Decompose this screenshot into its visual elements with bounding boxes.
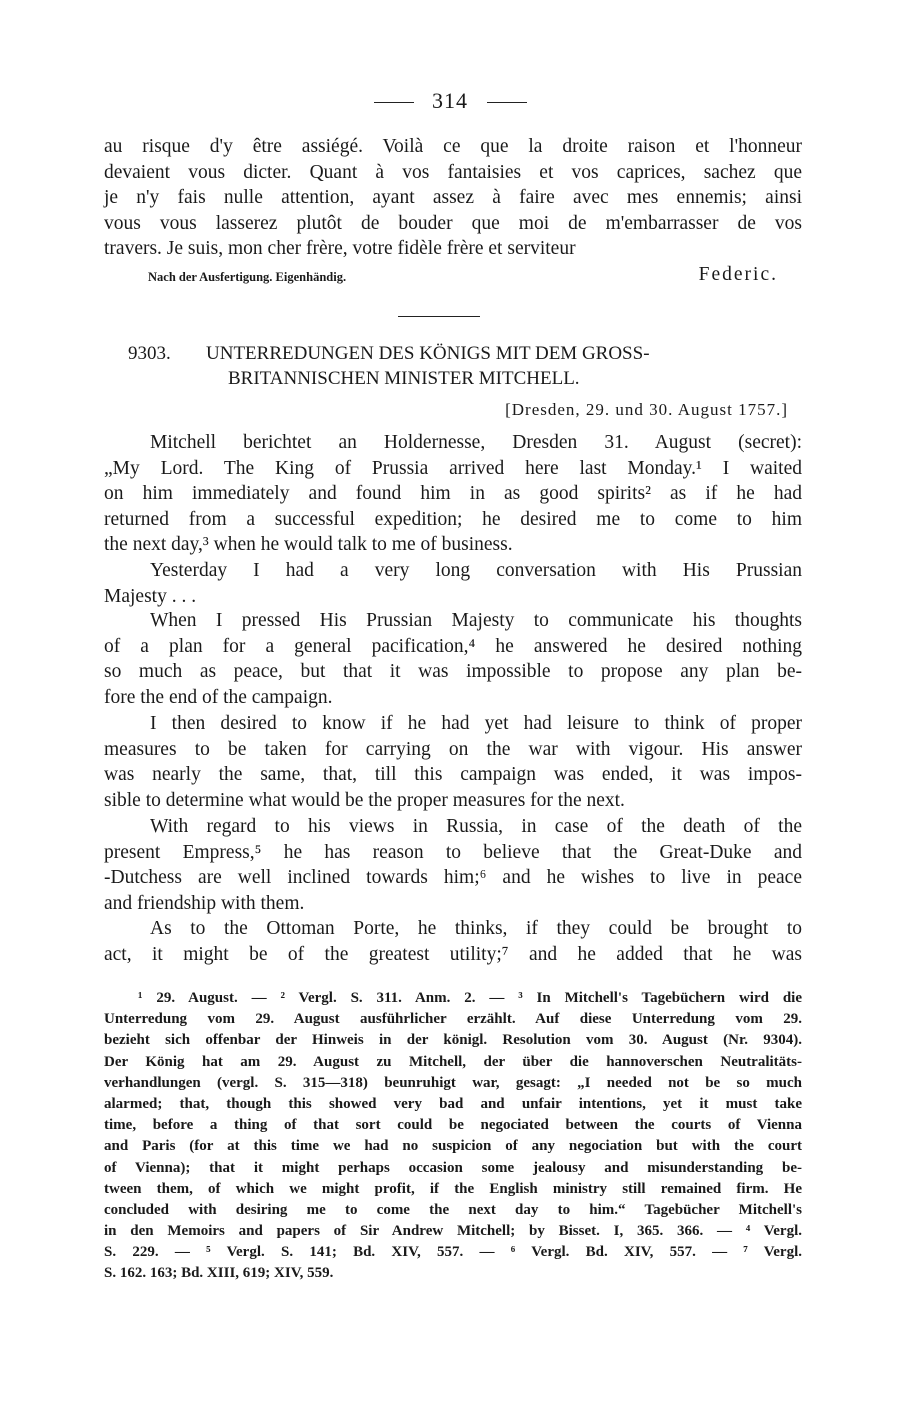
- section-divider: [398, 316, 480, 317]
- text-line: Majesty . . .: [104, 585, 197, 607]
- text-line: returned from a successful expedition; he desired me to come to him: [104, 508, 802, 530]
- text-line: so much as peace, but that it was impossible to propose any plan be-: [104, 661, 802, 683]
- header-dash-left: [374, 102, 414, 103]
- text-line: travers. Je suis, mon cher frère, votre fidèle frère et serviteur: [104, 238, 576, 260]
- footnote-line: S. 162. 163; Bd. XIII, 619; XIV, 559.: [104, 1265, 334, 1282]
- text-line: sible to determine what would be the proper measures for the next.: [104, 789, 625, 811]
- footnote-line: concluded with desiring me to come the next day to him.“ Tagebücher Mitchell's: [104, 1201, 802, 1218]
- text-line: of a plan for a general pacification,⁴ he answered he desired nothing: [104, 635, 802, 657]
- text-line: Yesterday I had a very long conversation with His Prussian: [150, 560, 802, 581]
- text-line: fore the end of the campaign.: [104, 686, 333, 708]
- signature: Federic.: [698, 264, 778, 285]
- text-line: devaient vous dicter. Quant à vos fantaisies et vos caprices, sachez que: [104, 161, 802, 183]
- page-number: 314: [432, 88, 468, 113]
- text-line: With regard to his views in Russia, in case of the death of the: [150, 816, 802, 837]
- document-date: [Dresden, 29. und 30. August 1757.]: [505, 400, 788, 419]
- footnote-line: in den Memoirs and papers of Sir Andrew Mitchell; by Bisset. I, 365. 366. — ⁴ Vergl.: [104, 1223, 802, 1240]
- document-number: 9303.: [128, 343, 171, 364]
- footnote-line: bezieht sich offenbar der Hinweis in der königl. Resolution vom 30. August (Nr. 9304).: [104, 1032, 802, 1049]
- body-paragraph-1: [104, 430, 802, 558]
- body-paragraph-5: [104, 814, 802, 916]
- source-note: Nach der Ausfertigung. Eigenhändig.: [148, 270, 347, 284]
- text-line: „My Lord. The King of Prussia arrived here last Monday.¹ I waited: [104, 457, 802, 479]
- footnote-line: and Paris (for at this time we had no suspicion of any negociation but with the court: [104, 1138, 802, 1155]
- text-line: au risque d'y être assiégé. Voilà ce que la droite raison et l'honneur: [104, 136, 802, 157]
- source-row: [148, 266, 778, 290]
- footnote-line: of Vienna); that it might perhaps occasion some jealousy and misunderstanding be-: [104, 1159, 802, 1176]
- body-paragraph-6: [104, 916, 802, 967]
- body-paragraph-4: [104, 711, 802, 813]
- footnotes: [104, 988, 802, 1285]
- footnote-line: tween them, of which we might profit, if the English ministry still remained firm. He: [104, 1180, 802, 1197]
- text-line: Mitchell berichtet an Holdernesse, Dresden 31. August (secret):: [150, 432, 802, 453]
- text-line: I then desired to know if he had yet had leisure to think of proper: [150, 713, 802, 734]
- page-header: [0, 88, 900, 114]
- footnote-line: time, before a thing of that sort could be negociated between the courts of Vienna: [104, 1117, 802, 1134]
- text-line: the next day,³ when he would talk to me of business.: [104, 534, 513, 556]
- text-line: act, it might be of the greatest utility;⁷ and he added that he was: [104, 943, 802, 965]
- text-line: measures to be taken for carrying on the war with vigour. His answer: [104, 738, 802, 760]
- body-paragraph-2: [104, 558, 802, 609]
- footnote-line: Der König hat am 29. August zu Mitchell, der über die hannoverschen Neutralitäts-: [104, 1053, 802, 1070]
- text-line: When I pressed His Prussian Majesty to communicate his thoughts: [150, 610, 802, 631]
- text-line: present Empress,⁵ he has reason to believe that the Great-Duke and: [104, 841, 802, 863]
- letter-ending: [104, 134, 802, 262]
- text-line: on him immediately and found him in as good spirits² as if he had: [104, 483, 802, 505]
- text-line: and friendship with them.: [104, 892, 305, 914]
- text-line: As to the Ottoman Porte, he thinks, if they could be brought to: [150, 918, 802, 939]
- text-line: je n'y fais nulle attention, ayant assez à faire avec mes ennemis; ainsi: [104, 187, 802, 209]
- header-dash-right: [487, 102, 527, 103]
- document-title-line2: BRITANNISCHEN MINISTER MITCHELL.: [228, 368, 580, 389]
- footnote-line: verhandlungen (vergl. S. 315—318) beunruhigt war, gesagt: „I needed not be so much: [104, 1074, 802, 1091]
- footnote-line: ¹ 29. August. — ² Vergl. S. 311. Anm. 2. — ³ In Mitchell's Tagebüchern wird die: [138, 990, 802, 1006]
- footnote-line: S. 229. — ⁵ Vergl. S. 141; Bd. XIV, 557. — ⁶ Vergl. Bd. XIV, 557. — ⁷ Vergl.: [104, 1244, 802, 1261]
- footnote-line: Unterredung vom 29. August ausführlicher erzählt. Auf diese Unterredung vom 29.: [104, 1011, 802, 1028]
- footnote-line: alarmed; that, though this showed very bad and unfair intentions, yet it must take: [104, 1095, 802, 1112]
- body-paragraph-3: [104, 608, 802, 710]
- text-line: vous vous lasserez plutôt de bouder que moi de m'embarrasser de vos: [104, 212, 802, 234]
- text-line: -Dutchess are well inclined towards him;⁶ and he wishes to live in peace: [104, 867, 802, 889]
- text-line: was nearly the same, that, till this campaign was ended, it was impos-: [104, 764, 802, 786]
- document-title-line1: UNTERREDUNGEN DES KÖNIGS MIT DEM GROSS-: [206, 343, 650, 364]
